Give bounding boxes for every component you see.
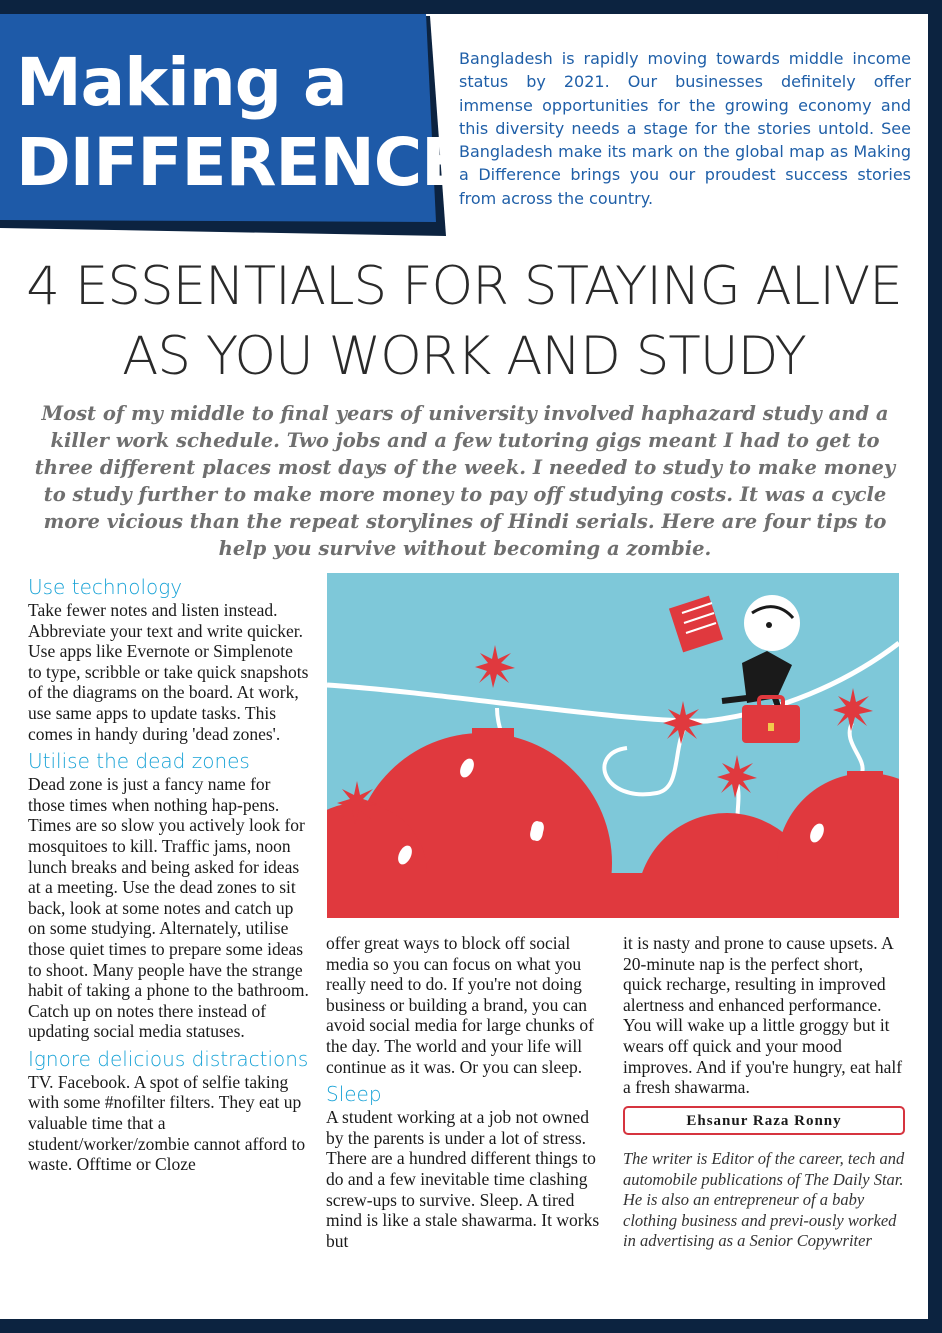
subhead-sleep: Sleep — [326, 1082, 382, 1107]
standfirst: Most of my middle to final years of university involved haphazard study and a killer work schedule. Two jobs and a few tutoring gigs meant I had to get to three different places most days of the week. I needed to study to make money to study further to make more money to pay off studying costs. It was a cycle more vicious than the repeat storylines of Hindi serials. Here are four tips to help you survive without becoming a zombie. — [34, 402, 896, 560]
paragraph-dead-zones: Dead zone is just a fancy name for those times when nothing hap-pens. Times are so slow you actively look for mosquitoes to kill. Traffic jams, noon lunch breaks and being asked for ideas at a meeting. Use the dead zones to sit back, look at some notes and catch up on some studying. Alternately, utilise those quiet times to prepare some ideas to shoot. Many people have the strange habit of taking a phone to the bathroom. Catch up on notes there instead of updating social media statuses. — [28, 774, 309, 1042]
headline-line1: 4 ESSENTIALS FOR STAYING ALIVE — [26, 256, 902, 317]
paragraph-sleep: A student working at a job not owned by the parents is under a lot of stress. There are a hundred different things to do and a few inevitable time clashing screw-ups to survive. Sleep. A tired mind is like a stale shawarma. It works but — [326, 1107, 600, 1251]
paragraph-distractions-continued: offer great ways to block off social media so you can focus on what you really need to do. If you're not doing business or building a brand, you can avoid social media for large chunks of the day. The world and your life will continue as it was. Or you can sleep. — [326, 933, 594, 1077]
banner-title-line1: Making a — [16, 44, 347, 121]
column-1 — [28, 570, 310, 1179]
headline-line2: AS YOU WORK AND STUDY — [122, 326, 806, 387]
author-byline: Ehsanur Raza Ronny — [623, 1106, 905, 1136]
subhead-dead-zones: Utilise the dead zones — [28, 749, 250, 774]
subhead-distractions: Ignore delicious distractions — [28, 1046, 309, 1071]
banner-title-line2: DIFFERENCE — [16, 124, 466, 201]
paragraph-sleep-continued: it is nasty and prone to cause upsets. A 20-minute nap is the perfect short, quick recharge, resulting in improved alertness and enhanced performance. You will wake up a little groggy but it wears off quick and your mood improves. And if you're hungry, eat half a fresh shawarma. — [623, 933, 903, 1098]
author-bio: The writer is Editor of the career, tech and automobile publications of The Daily Star. He is also an entrepreneur of a baby clothing business and previ-ously worked in advertising as a Senior Copywriter — [623, 1149, 905, 1250]
paragraph-use-technology: Take fewer notes and listen instead. Abbreviate your text and write quicker. Use apps like Evernote or Simplenote to type, scribble or take quick snapshots of the diagrams on the board. At work, use same apps to update tasks. This comes in handy during 'dead zones'. — [28, 600, 309, 744]
subhead-use-technology: Use technology — [28, 575, 183, 599]
column-2 — [326, 933, 608, 1255]
section-banner — [0, 14, 466, 236]
paragraph-distractions: TV. Facebook. A spot of selfie taking with some #nofilter filters. They eat up valuable time that a student/worker/zombie cannot afford to waste. Offtime or Cloze — [28, 1071, 306, 1175]
article-headline — [0, 252, 928, 392]
column-3 — [623, 933, 905, 1251]
series-intro: Bangladesh is rapidly moving towards middle income status by 2021. Our businesses definitely offer immense opportunities for the growing economy and this diversity needs a stage for the stories untold. See Bangladesh make its mark on the global map as Making a Difference brings you our proudest success stories from across the country. — [459, 49, 911, 208]
tightrope-illustration — [327, 573, 899, 918]
